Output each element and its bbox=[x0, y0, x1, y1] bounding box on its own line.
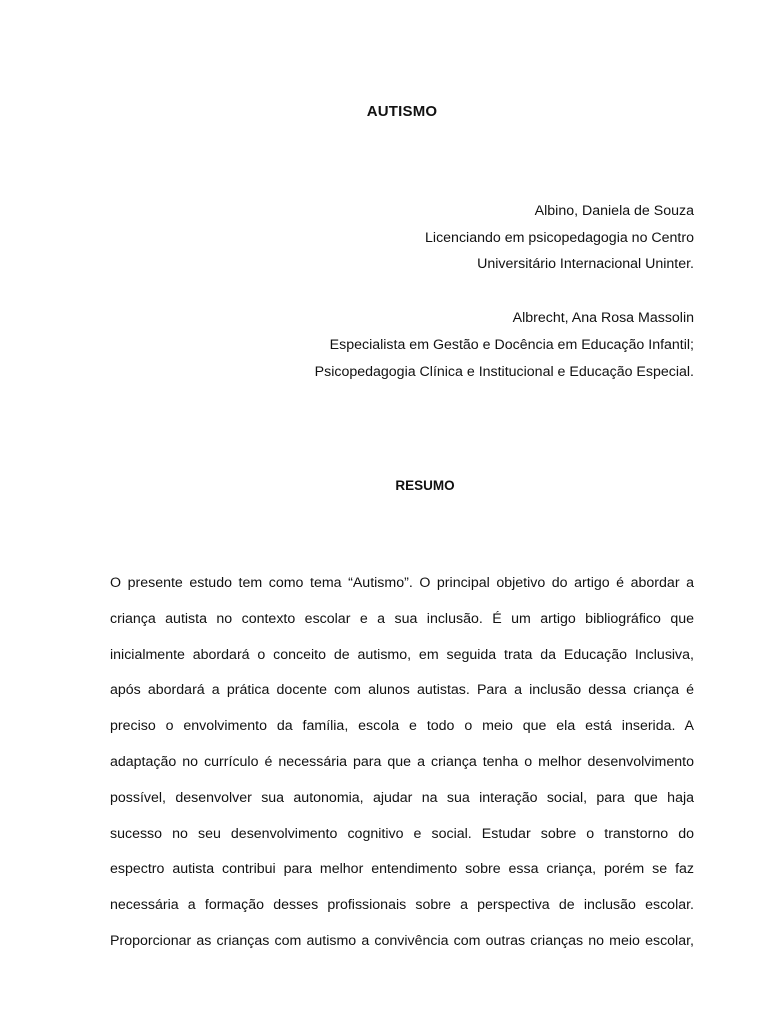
abstract-line: após abordará a prática docente com alunos autistas. Para a inclusão dessa criança é bbox=[110, 682, 694, 699]
author-block-1 bbox=[214, 198, 694, 278]
document-title: AUTISMO bbox=[366, 103, 438, 120]
author-affiliation-line: Universitário Internacional Uninter. bbox=[477, 256, 694, 273]
abstract-line: O presente estudo tem como tema “Autismo”. O principal objetivo do artigo é abordar a bbox=[110, 575, 694, 591]
author-block-2 bbox=[214, 305, 694, 385]
abstract-heading: RESUMO bbox=[395, 478, 455, 493]
abstract-line: preciso o envolvimento da família, escola e todo o meio que ela está inserida. A bbox=[110, 718, 694, 735]
abstract-line: Proporcionar as crianças com autismo a convivência com outras crianças no meio escolar, bbox=[110, 932, 694, 949]
author-name: Albrecht, Ana Rosa Massolin bbox=[512, 310, 694, 327]
author-affiliations bbox=[214, 198, 694, 385]
abstract-line: espectro autista contribui para melhor entendimento sobre essa criança, porém se faz bbox=[110, 861, 694, 878]
author-affiliation-line: Psicopedagogia Clínica e Institucional e Educação Especial. bbox=[314, 363, 694, 380]
abstract-line: possível, desenvolver sua autonomia, ajudar na sua interação social, para que haja bbox=[110, 789, 694, 806]
author-name: Albino, Daniela de Souza bbox=[534, 203, 694, 219]
abstract-body bbox=[110, 566, 694, 960]
abstract-line: criança autista no contexto escolar e a sua inclusão. É um artigo bibliográfico que bbox=[110, 610, 694, 627]
abstract-line: necessária a formação desses profissionais sobre a perspectiva de inclusão escolar. bbox=[110, 897, 694, 914]
abstract-line: sucesso no seu desenvolvimento cognitivo e social. Estudar sobre o transtorno do bbox=[110, 825, 694, 842]
author-affiliation-line: Especialista em Gestão e Docência em Educação Infantil; bbox=[329, 336, 694, 353]
abstract-line: inicialmente abordará o conceito de autismo, em seguida trata da Educação Inclusiva, bbox=[110, 646, 694, 663]
author-affiliation-line: Licenciando em psicopedagogia no Centro bbox=[425, 229, 694, 246]
abstract-line: adaptação no currículo é necessária para que a criança tenha o melhor desenvolvimento bbox=[110, 753, 694, 770]
